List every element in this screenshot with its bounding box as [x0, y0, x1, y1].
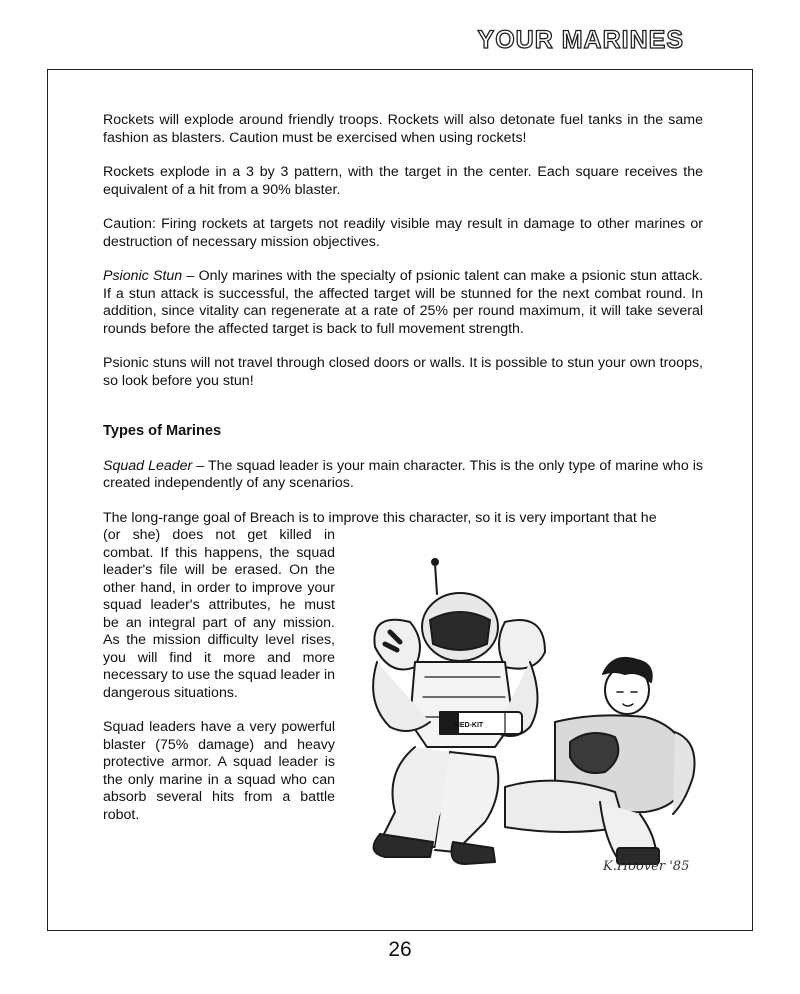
right-boot: [452, 842, 496, 864]
paragraph-long-range-goal-first-line: The long-range goal of Breach is to improve this character, so it is very important that he: [103, 509, 657, 526]
paragraph-rockets-friendly: Rockets will explode around friendly troops. Rockets will also detonate fuel tanks in the same fashion as blasters. Caution must be exercised when using rockets!: [103, 112, 703, 146]
squad-leader-text: – The squad leader is your main character. This is the only type of marine who is created independently of any scenarios.: [103, 457, 704, 491]
wound-stain: [570, 733, 618, 773]
psionic-stun-term: Psionic Stun: [103, 268, 183, 284]
antenna-line: [435, 564, 437, 594]
page-header-title: YOUR MARINES: [477, 26, 684, 54]
paragraph-rockets-pattern: Rockets explode in a 3 by 3 pattern, with the target in the center. Each square receives the equivalent of a hit from a 90% blaster.: [103, 164, 703, 198]
paragraph-squad-leader: [103, 458, 703, 493]
artist-signature: K.Hoover '85: [603, 859, 690, 874]
paragraph-squad-leader-equipment: Squad leaders have a very powerful blaster (75% damage) and heavy protective armor. A squad leader is the only marine in a squad who can absorb several hits from a battle robot.: [103, 719, 335, 823]
marine-medkit-illustration: [355, 552, 715, 882]
medkit-label: MED-KIT: [454, 722, 484, 729]
paragraph-long-range-goal: (or she) does not get killed in combat. If this happens, the squad leader's file will be erased. On the other hand, in order to improve your squad leader's attributes, he must be an integral part of any mission. As the mission difficulty level rises, you will find it more and more necessary to use the squad leader in dangerous situations.: [103, 527, 335, 701]
psionic-stun-text: – Only marines with the specialty of psionic talent can make a psionic stun attack. If a stun attack is successful, the affected target will be stunned for the next combat round. In addition, since vitality can regenerate at a rate of 25% per round maximum, it will take several rounds before the affected target is back to full movement strength.: [103, 268, 703, 337]
page-number: 26: [388, 938, 412, 961]
squad-leader-term: Squad Leader: [103, 457, 193, 474]
helmet-visor: [430, 612, 490, 650]
paragraph-psionic-walls: Psionic stuns will not travel through closed doors or walls. It is possible to stun your own troops, so look before you stun!: [103, 355, 703, 389]
narrow-column: [103, 527, 335, 824]
paragraph-psionic-stun: [103, 268, 703, 338]
section-heading-types-of-marines: Types of Marines: [103, 423, 222, 439]
left-shoulder-pad: [374, 620, 420, 670]
right-shoulder-pad: [499, 620, 545, 669]
paragraph-rockets-caution: Caution: Firing rockets at targets not readily visible may result in damage to other marines or destruction of necessary mission objectives.: [103, 216, 703, 250]
